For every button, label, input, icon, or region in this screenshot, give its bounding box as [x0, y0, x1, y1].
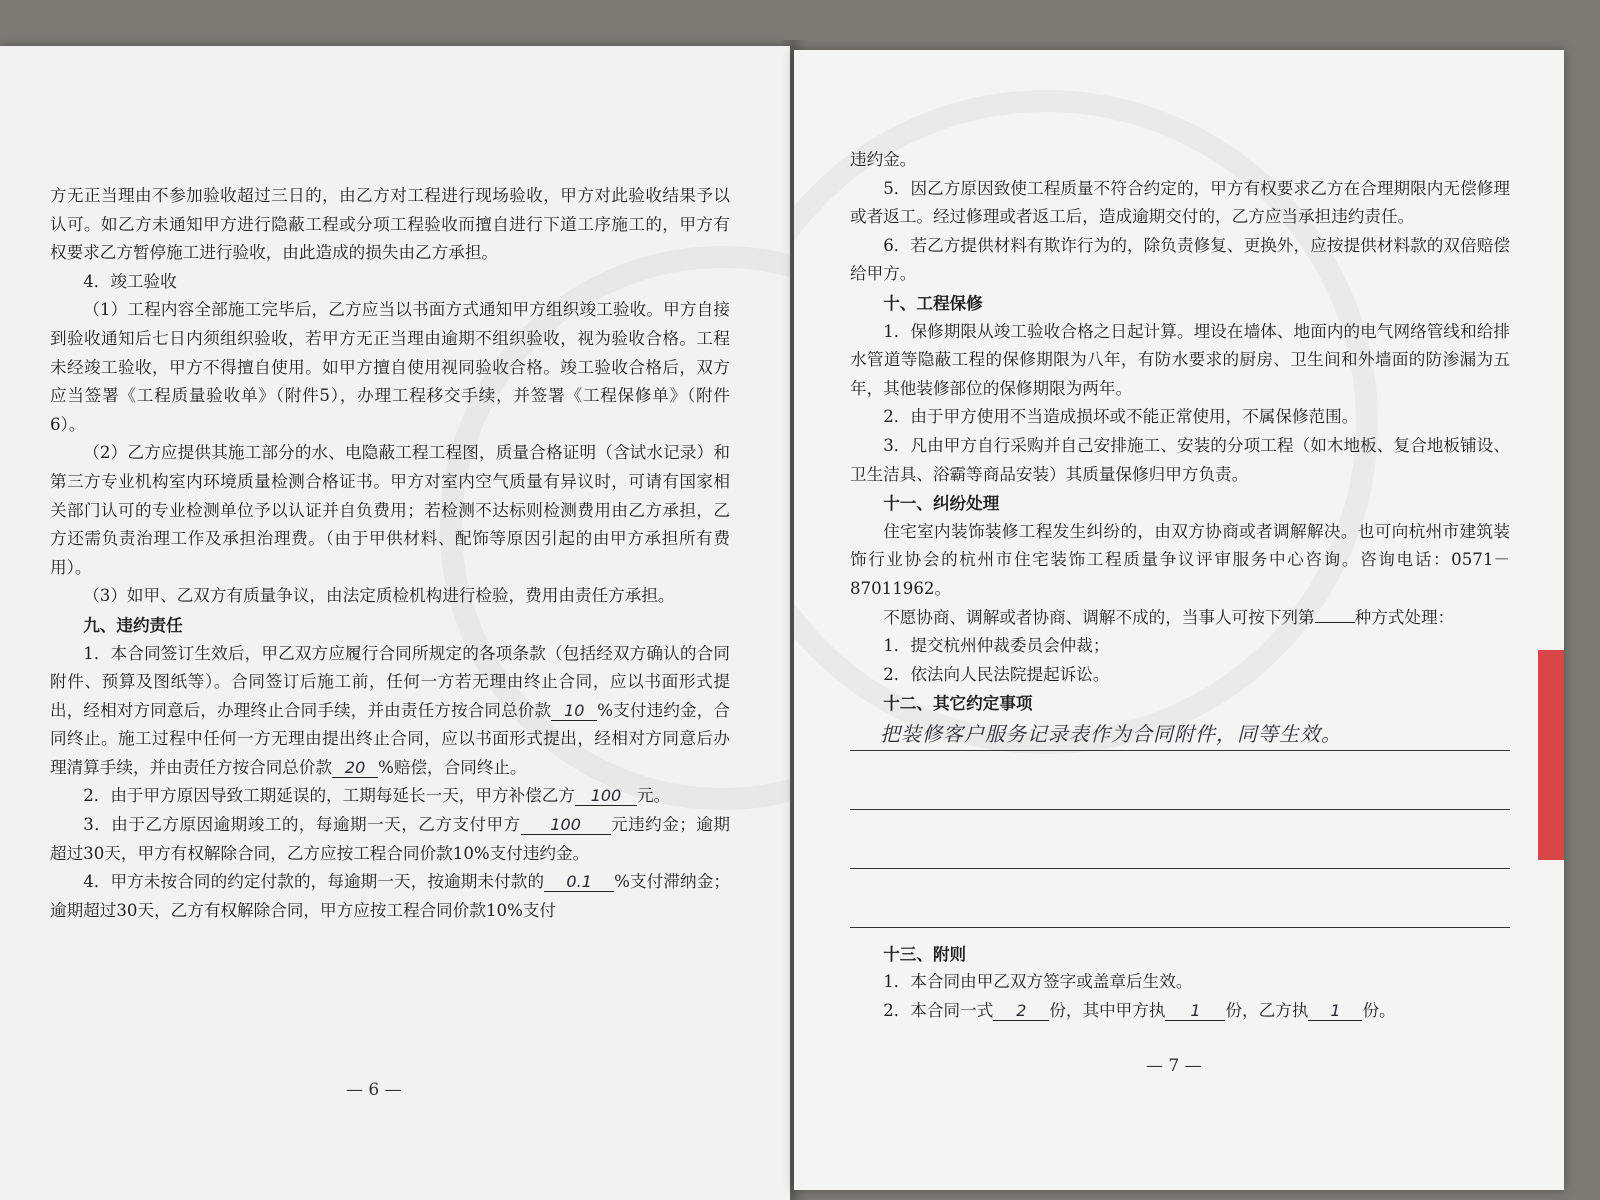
handwritten-other-terms: 把装修客户服务记录表作为合同附件，同等生效。: [880, 721, 1342, 746]
paragraph-completion-1: （1）工程内容全部施工完毕后，乙方应当以书面方式通知甲方组织竣工验收。甲方自接到验收通知后七日内须组织验收，若甲方无正当理由逾期不组织验收，视为验收合格。工程未经竣工验收，甲方不得擅自使用。如甲方擅自使用视同验收合格。竣工验收合格后，双方应当签署《工程质量验收单》（附件5），办理工程移交手续，并签署《工程保修单》（附件6）。: [50, 300, 730, 434]
right-page: [794, 50, 1564, 1190]
right-page-body: [850, 146, 1510, 1026]
paragraph-completion-3: （3）如甲、乙双方有质量争议，由法定质检机构进行检验，费用由责任方承担。: [83, 586, 675, 606]
dispute-option-arbitration: 1．提交杭州仲裁委员会仲裁；: [883, 636, 1110, 656]
clause-9-5: 5．因乙方原因致使工程质量不符合约定的，甲方有权要求乙方在合理期限内无偿修理或者返工。经过修理或者返工后，造成逾期交付的，乙方应当承担违约责任。: [850, 178, 1510, 227]
fill-line: [850, 810, 1510, 869]
other-terms-lines: [850, 720, 1510, 928]
section-9-title: 九、违约责任: [83, 614, 183, 635]
clause-9-3: [50, 811, 730, 868]
copies-text-c: 份，乙方执: [1225, 1001, 1309, 1021]
section-13-title: 十三、附则: [883, 943, 967, 964]
clause-9-4: [50, 868, 730, 925]
clause-9-6: 6．若乙方提供材料有欺诈行为的，除负责修复、更换外，应按提供材料款的双倍赔偿给甲方。: [850, 235, 1510, 284]
section-11-title: 十一、纠纷处理: [883, 493, 1000, 514]
handwritten-fill-copies-total: 2: [993, 1002, 1049, 1021]
paragraph-acceptance-continued: 方无正当理由不参加验收超过三日的，由乙方对工程进行现场验收，甲方对此验收结果予以认可。如乙方未通知甲方进行隐蔽工程或分项工程验收而擅自进行下道工序施工的，甲方有权要求乙方暂停施工进行验收，由此造成的损失由乙方承担。: [50, 186, 730, 263]
section-10-title: 十、工程保修: [883, 292, 983, 313]
clause-9-4-text-b: %支付滞纳金；逾期超过30天，乙方有权解除合同，甲方应按工程合同价款10%支付: [50, 872, 730, 920]
supplementary-clause-2: [850, 997, 1510, 1026]
handwritten-fill-compensation-rate: 20: [332, 759, 378, 778]
handwritten-fill-copies-party-a: 1: [1165, 1002, 1225, 1021]
clause-9-1-text-a: 1．本合同签订生效后，甲乙双方应履行合同所规定的各项条款（包括经双方确认的合同附件、预算及图纸等）。合同签订后施工前，任何一方若无理由终止合同，应以书面形式提出，经相对方同意后，办理终止合同手续，并由责任方按合同总价款: [50, 643, 730, 720]
dispute-method-choice: [850, 604, 1510, 633]
left-page-body: [50, 182, 730, 925]
handwritten-fill-daily-penalty: 100: [521, 816, 611, 835]
clause-9-1-text-c: %赔偿，合同终止。: [378, 757, 527, 777]
handwritten-fill-daily-compensation: 100: [575, 787, 637, 806]
warranty-clause-1: 1．保修期限从竣工验收合格之日起计算。埋设在墙体、地面内的电气网络管线和给排水管道等隐蔽工程的保修期限为八年，有防水要求的厨房、卫生间和外墙面的防渗漏为五年，其他装修部位的保修期限为两年。: [850, 321, 1510, 398]
handwritten-fill-late-fee-rate: 0.1: [544, 873, 614, 892]
page-number-6: — 6 —: [346, 1080, 402, 1100]
paragraph-completion-2: （2）乙方应提供其施工部分的水、电隐蔽工程工程图，质量合格证明（含试水记录）和第三方专业机构室内环境质量检测合格证书。甲方对室内空气质量有异议时，可请有国家相关部门认可的专业检测单位予以认证并自负费用；若检测不达标则检测费用由乙方承担，乙方还需负责治理工作及承担治理费。（由于甲供材料、配饰等原因引起的由甲方承担所有费用）。: [50, 443, 730, 577]
warranty-clause-3: 3．凡由甲方自行采购并自己安排施工、安装的分项工程（如木地板、复合地板铺设、卫生洁具、浴霸等商品安装）其质量保修归甲方负责。: [850, 435, 1510, 484]
clause-9-4-text-a: 4．甲方未按合同的约定付款的，每逾期一天，按逾期未付款的: [83, 872, 545, 892]
clause-9-2: [50, 782, 730, 811]
page-number-7: — 7 —: [1146, 1056, 1202, 1076]
warranty-clause-2: 2．由于甲方使用不当造成损坏或不能正常使用，不属保修范围。: [883, 407, 1359, 427]
dispute-option-litigation: 2．依法向人民法院提起诉讼。: [883, 664, 1110, 684]
left-page: [0, 46, 790, 1200]
clause-9-1: [50, 640, 730, 783]
handwritten-fill-penalty-rate: 10: [551, 702, 597, 721]
clause-9-3-text-a: 3．由于乙方原因逾期竣工的，每逾期一天，乙方支付甲方: [83, 815, 521, 835]
dispute-method-text-a: 不愿协商、调解或者协商、调解不成的，当事人可按下列第: [883, 607, 1315, 627]
section-12-title: 十二、其它约定事项: [883, 693, 1033, 714]
red-seal-edge: [1538, 650, 1564, 860]
clause-9-2-text-b: 元。: [636, 786, 671, 806]
dispute-method-text-b: 种方式处理：: [1354, 607, 1455, 627]
dispute-method-blank: [1315, 622, 1355, 623]
copies-text-b: 份，其中甲方执: [1049, 1001, 1166, 1021]
penalty-continued: 违约金。: [850, 150, 917, 169]
dispute-paragraph: 住宅室内装饰装修工程发生纠纷的，由双方协商或者调解解决。也可向杭州市建筑装饰行业协会的杭州市住宅装饰工程质量争议评审服务中心咨询。咨询电话：0571－87011962。: [850, 521, 1510, 598]
fill-line: [850, 869, 1510, 928]
fill-line: [850, 751, 1510, 810]
supplementary-clause-1: 1．本合同由甲乙双方签字或盖章后生效。: [883, 972, 1193, 992]
clause-9-3-text-b: 元违约金；逾期超过30天，甲方有权解除合同，乙方应按工程合同价款10%支付违约金。: [50, 815, 731, 863]
copies-text-d: 份。: [1362, 1001, 1396, 1021]
clause-9-2-text-a: 2．由于甲方原因导致工期延误的，工期每延长一天，甲方补偿乙方: [83, 786, 575, 806]
handwritten-fill-copies-party-b: 1: [1308, 1002, 1362, 1021]
copies-text-a: 2．本合同一式: [883, 1001, 994, 1021]
clause-9-1-text-b: %支付违约金，合同终止。施工过程中任何一方无理由提出终止合同，应以书面形式提出，经相对方同意后办理清算手续，并由责任方按合同总价款: [50, 700, 730, 777]
heading-completion-acceptance: 4．竣工验收: [83, 271, 177, 291]
fill-line: [850, 720, 1510, 751]
